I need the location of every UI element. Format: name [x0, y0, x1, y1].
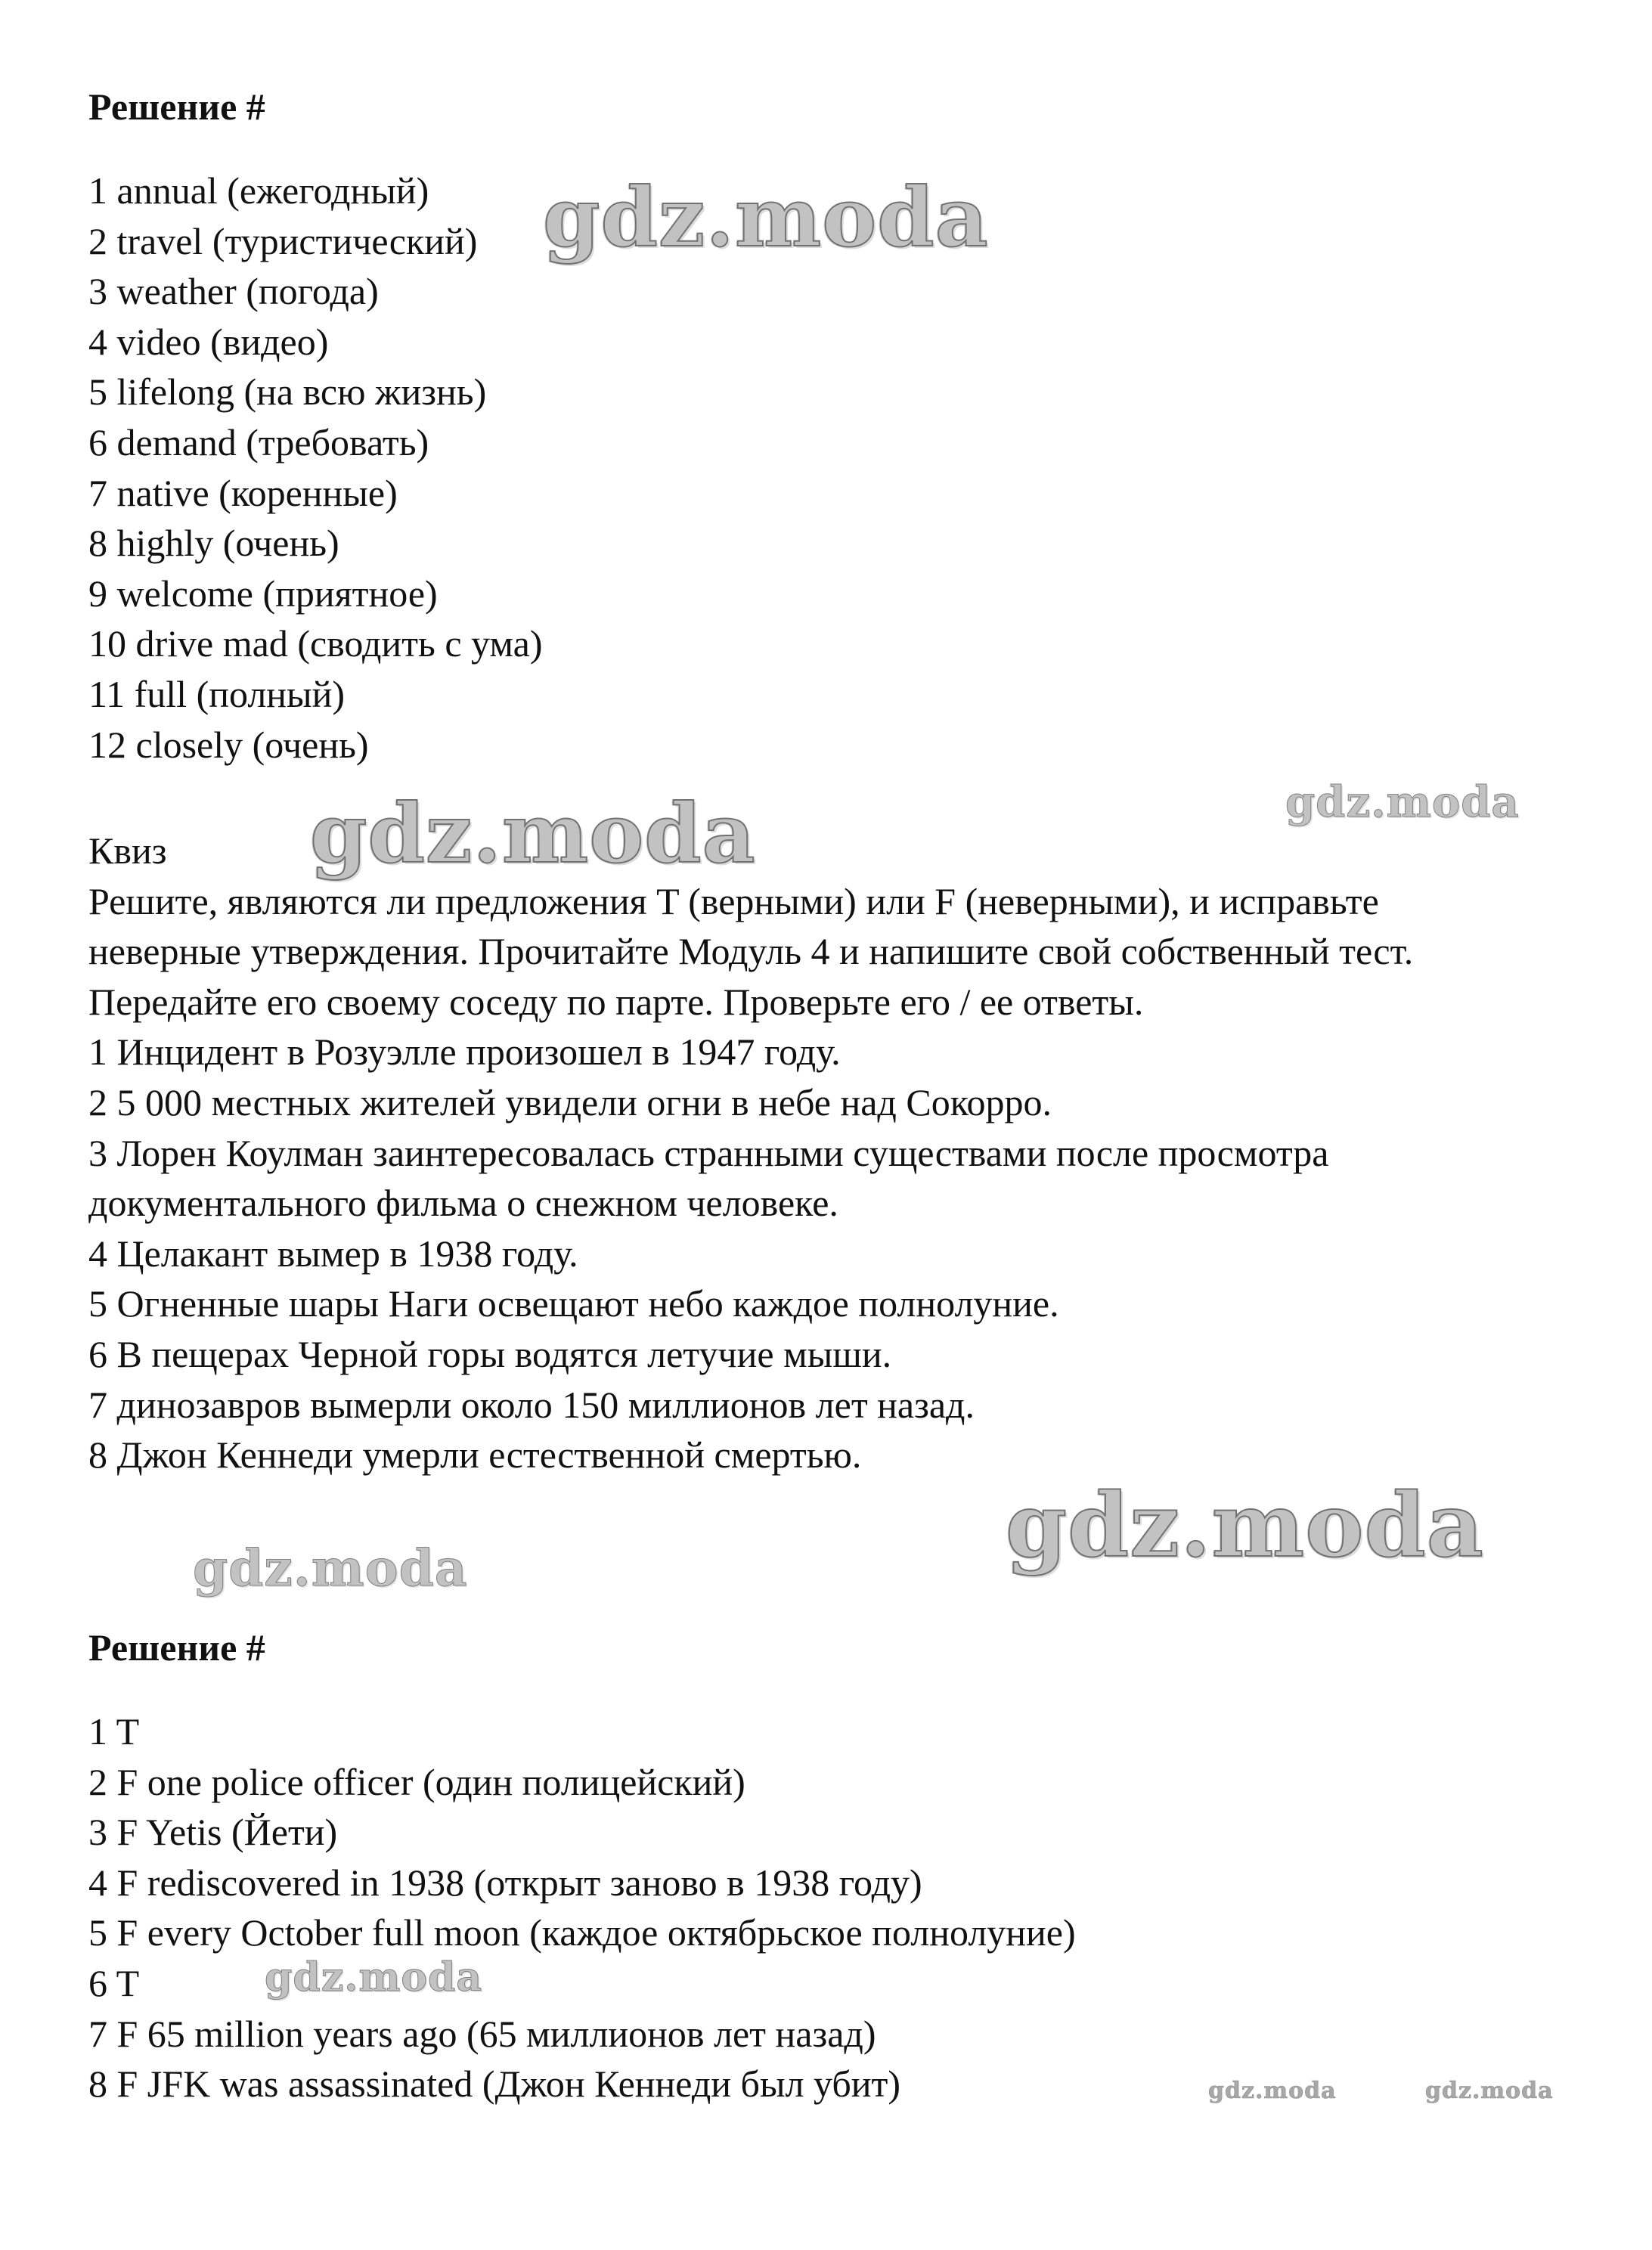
list-item: 12 closely (очень) — [88, 723, 369, 766]
watermark: gdz.moda — [1285, 777, 1520, 827]
section1-answer-list — [88, 166, 543, 770]
quiz-instructions: Решите, являются ли предложения T (верными) или F (неверными), и исправьте неверные утверждения. Прочитайте Модуль 4 и напишите свой собственный тест. Передайте его своему соседу по парте. Проверьте его / ее ответы. — [88, 879, 1414, 1023]
quiz-item: 6 В пещерах Черной горы водятся летучие мыши. — [88, 1332, 892, 1375]
list-item: 10 drive mad (сводить с ума) — [88, 622, 543, 665]
list-item: 9 welcome (приятное) — [88, 572, 438, 615]
list-item: 8 highly (очень) — [88, 522, 339, 565]
list-item: 3 F Yetis (Йети) — [88, 1811, 338, 1854]
watermark: gdz.moda — [1006, 1474, 1484, 1577]
watermark: gdz.moda — [265, 1954, 483, 2001]
list-item: 1 T — [88, 1710, 140, 1753]
watermark: gdz.moda — [193, 1539, 468, 1598]
list-item: 7 native (коренные) — [88, 471, 398, 514]
list-item: 6 demand (требовать) — [88, 420, 429, 463]
list-item: 5 F every October full moon (каждое октябрьское полнолуние) — [88, 1911, 1076, 1954]
quiz-section — [88, 826, 1540, 1480]
list-item: 4 F rediscovered in 1938 (открыт заново в 1938 году) — [88, 1861, 922, 1904]
watermark: gdz.moda — [1425, 2078, 1554, 2104]
list-item: 5 lifelong (на всю жизнь) — [88, 370, 487, 414]
list-item: 2 F one police officer (один полицейский) — [88, 1760, 745, 1803]
watermark: gdz.moda — [543, 170, 989, 265]
quiz-item: 2 5 000 местных жителей увидели огни в небе над Сокорро. — [88, 1080, 1052, 1123]
list-item: 1 annual (ежегодный) — [88, 169, 429, 212]
list-item: 11 full (полный) — [88, 672, 346, 715]
section2-answer-list — [88, 1706, 1076, 2109]
quiz-item: 1 Инцидент в Розуэлле произошел в 1947 году. — [88, 1030, 841, 1074]
watermark: gdz.moda — [1208, 2078, 1337, 2104]
quiz-item: 3 Лорен Коулман заинтересовалась странными существами после просмотра документального фильма о снежном человеке. — [88, 1131, 1329, 1225]
list-item: 2 travel (туристический) — [88, 219, 478, 262]
list-item: 8 F JFK was assassinated (Джон Кеннеди был убит) — [88, 2062, 901, 2106]
quiz-item: 8 Джон Кеннеди умерли естественной смертью. — [88, 1433, 862, 1477]
quiz-item: 5 Огненные шары Наги освещают небо каждое полнолуние. — [88, 1282, 1059, 1325]
list-item: 7 F 65 million years ago (65 миллионов лет назад) — [88, 2012, 876, 2055]
list-item: 3 weather (погода) — [88, 270, 379, 313]
section2-heading: Решение # — [88, 1626, 265, 1669]
list-item: 4 video (видео) — [88, 320, 329, 363]
quiz-title: Квиз — [88, 829, 167, 872]
section1-heading: Решение # — [88, 85, 265, 128]
list-item: 6 T — [88, 1961, 140, 2004]
quiz-item: 7 динозавров вымерли около 150 миллионов лет назад. — [88, 1383, 975, 1426]
quiz-item: 4 Целакант вымер в 1938 году. — [88, 1232, 578, 1275]
watermark: gdz.moda — [310, 786, 756, 882]
